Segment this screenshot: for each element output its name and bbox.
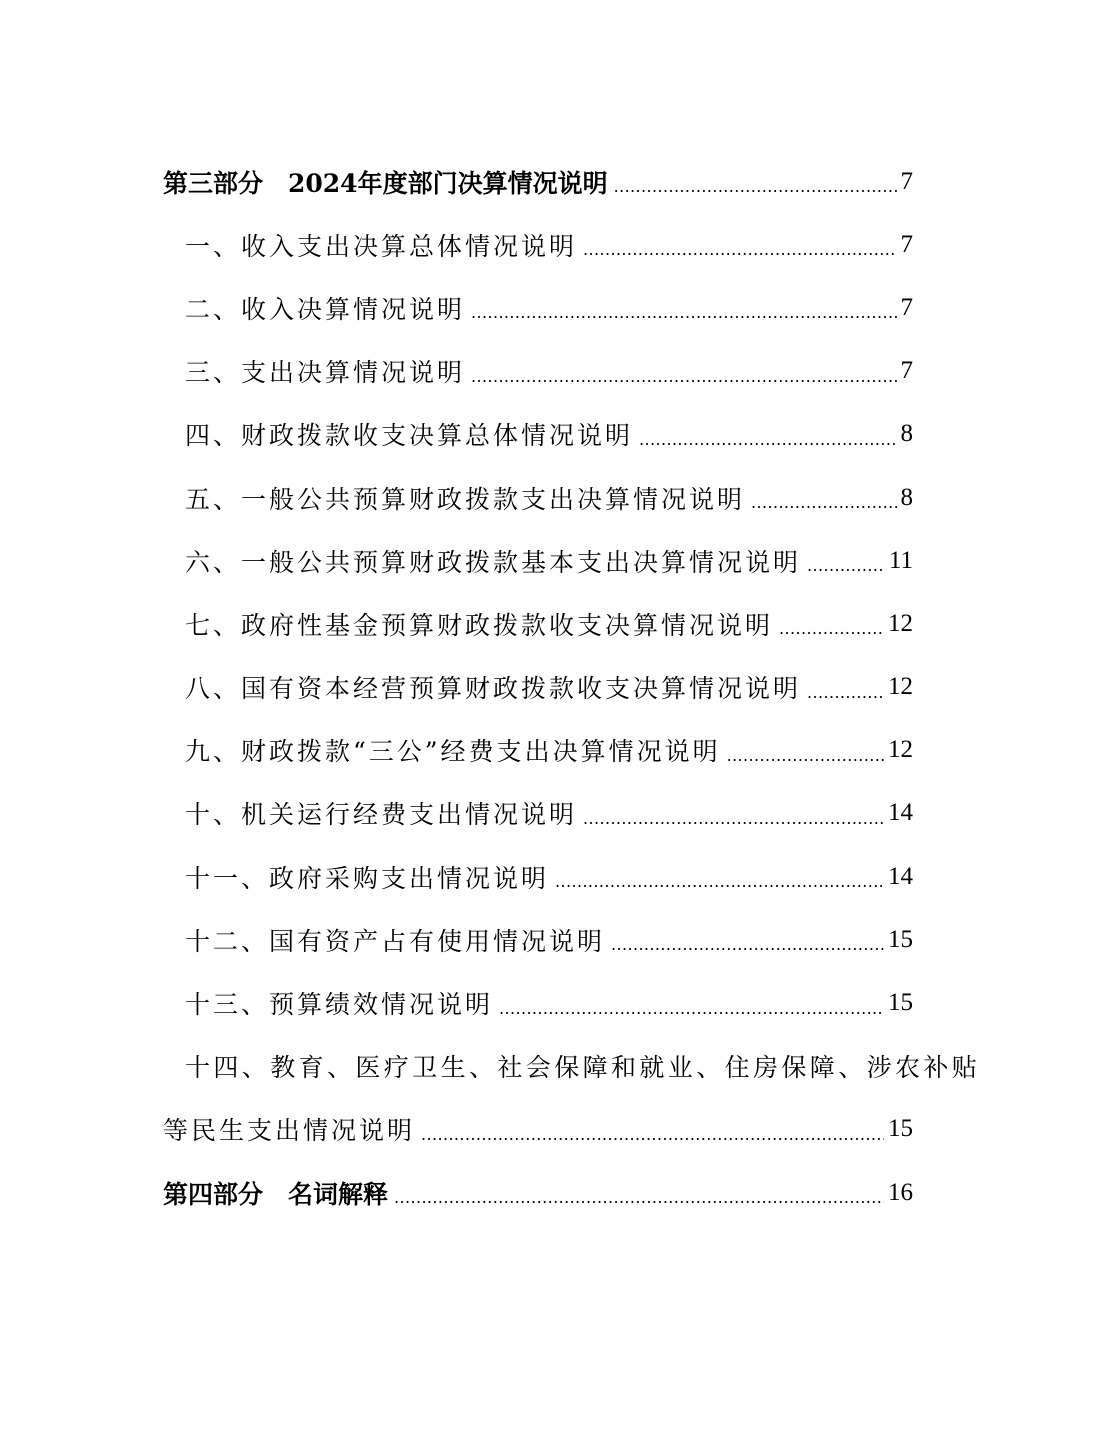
toc-entry[interactable] [163, 656, 913, 719]
dot-leader [499, 991, 884, 1020]
toc-entry[interactable] [163, 466, 913, 529]
toc-page-number: 15 [888, 989, 913, 1017]
toc-entry-label: 四、财政拨款收支决算总体情况说明 [185, 421, 634, 451]
toc-page-number: 12 [888, 609, 913, 637]
toc-page-number: 8 [900, 420, 913, 448]
toc-page-number: 7 [900, 293, 913, 321]
dot-leader [555, 864, 884, 893]
toc-entry-label: 一、收入支出决算总体情况说明 [185, 231, 578, 261]
toc-entry[interactable] [163, 592, 913, 655]
toc-entry-label: 等民生支出情况说明 [163, 1116, 416, 1146]
toc-page-number: 15 [888, 1115, 913, 1143]
toc-page-number: 12 [888, 673, 913, 701]
toc-entry-label: 八、国有资本经营预算财政拨款收支决算情况说明 [185, 674, 802, 704]
toc-page-number: 7 [900, 167, 913, 195]
dot-leader [639, 422, 896, 451]
table-of-contents [163, 150, 981, 1224]
toc-page-number: 14 [888, 862, 913, 890]
dot-leader [751, 485, 896, 514]
toc-page-number: 15 [888, 925, 913, 953]
toc-entry[interactable] [163, 845, 913, 908]
toc-page-number: 16 [888, 1178, 913, 1206]
toc-entry-label: 第三部分 2024年度部门决算情况说明 [163, 168, 608, 198]
toc-entry-label: 六、一般公共预算财政拨款基本支出决算情况说明 [185, 547, 802, 577]
toc-entry[interactable] [163, 403, 913, 466]
dot-leader [471, 295, 896, 324]
dot-leader [394, 1180, 884, 1209]
toc-entry[interactable] [163, 276, 913, 339]
toc-page-number: 12 [888, 736, 913, 764]
toc-page-number: 14 [888, 799, 913, 827]
toc-entry-14-line2[interactable] [163, 1098, 913, 1161]
dot-leader [727, 738, 884, 767]
toc-page-number: 7 [900, 230, 913, 258]
toc-entry-label: 十三、预算绩效情况说明 [185, 990, 494, 1020]
toc-entry-label: 九、财政拨款“三公”经费支出决算情况说明 [185, 737, 721, 767]
toc-entry[interactable] [163, 719, 913, 782]
toc-entry-label: 第四部分 名词解释 [163, 1179, 389, 1209]
toc-entry[interactable] [163, 908, 913, 971]
toc-entry-label: 十二、国有资产占有使用情况说明 [185, 926, 606, 956]
toc-entry-label: 五、一般公共预算财政拨款支出决算情况说明 [185, 484, 746, 514]
dot-leader [471, 359, 896, 388]
toc-entry[interactable] [163, 529, 913, 592]
toc-entry-label: 十、机关运行经费支出情况说明 [185, 800, 578, 830]
toc-page-number: 7 [900, 357, 913, 385]
toc-entry[interactable] [163, 213, 913, 276]
dot-leader [807, 675, 884, 704]
toc-entry-part3[interactable] [163, 150, 913, 213]
dot-leader [807, 548, 885, 577]
toc-entry-label: 三、支出决算情况说明 [185, 358, 466, 388]
dot-leader [779, 611, 884, 640]
toc-entry-part4[interactable] [163, 1161, 913, 1224]
toc-entry-label: 七、政府性基金预算财政拨款收支决算情况说明 [185, 610, 774, 640]
toc-entry[interactable] [163, 971, 913, 1034]
dot-leader [611, 927, 884, 956]
toc-page-number: 8 [900, 483, 913, 511]
toc-entry[interactable] [163, 782, 913, 845]
toc-entry-label: 十一、政府采购支出情况说明 [185, 863, 550, 893]
dot-leader [614, 169, 897, 198]
toc-entry-14-line1[interactable] [163, 1035, 981, 1098]
dot-leader [583, 232, 896, 261]
toc-entry-label: 十四、教育、医疗卫生、社会保障和就业、住房保障、涉农补贴 [185, 1053, 981, 1083]
dot-leader [583, 801, 884, 830]
toc-entry-label: 二、收入决算情况说明 [185, 294, 466, 324]
toc-entry[interactable] [163, 340, 913, 403]
dot-leader [421, 1117, 884, 1146]
toc-page-number: 11 [888, 546, 913, 574]
